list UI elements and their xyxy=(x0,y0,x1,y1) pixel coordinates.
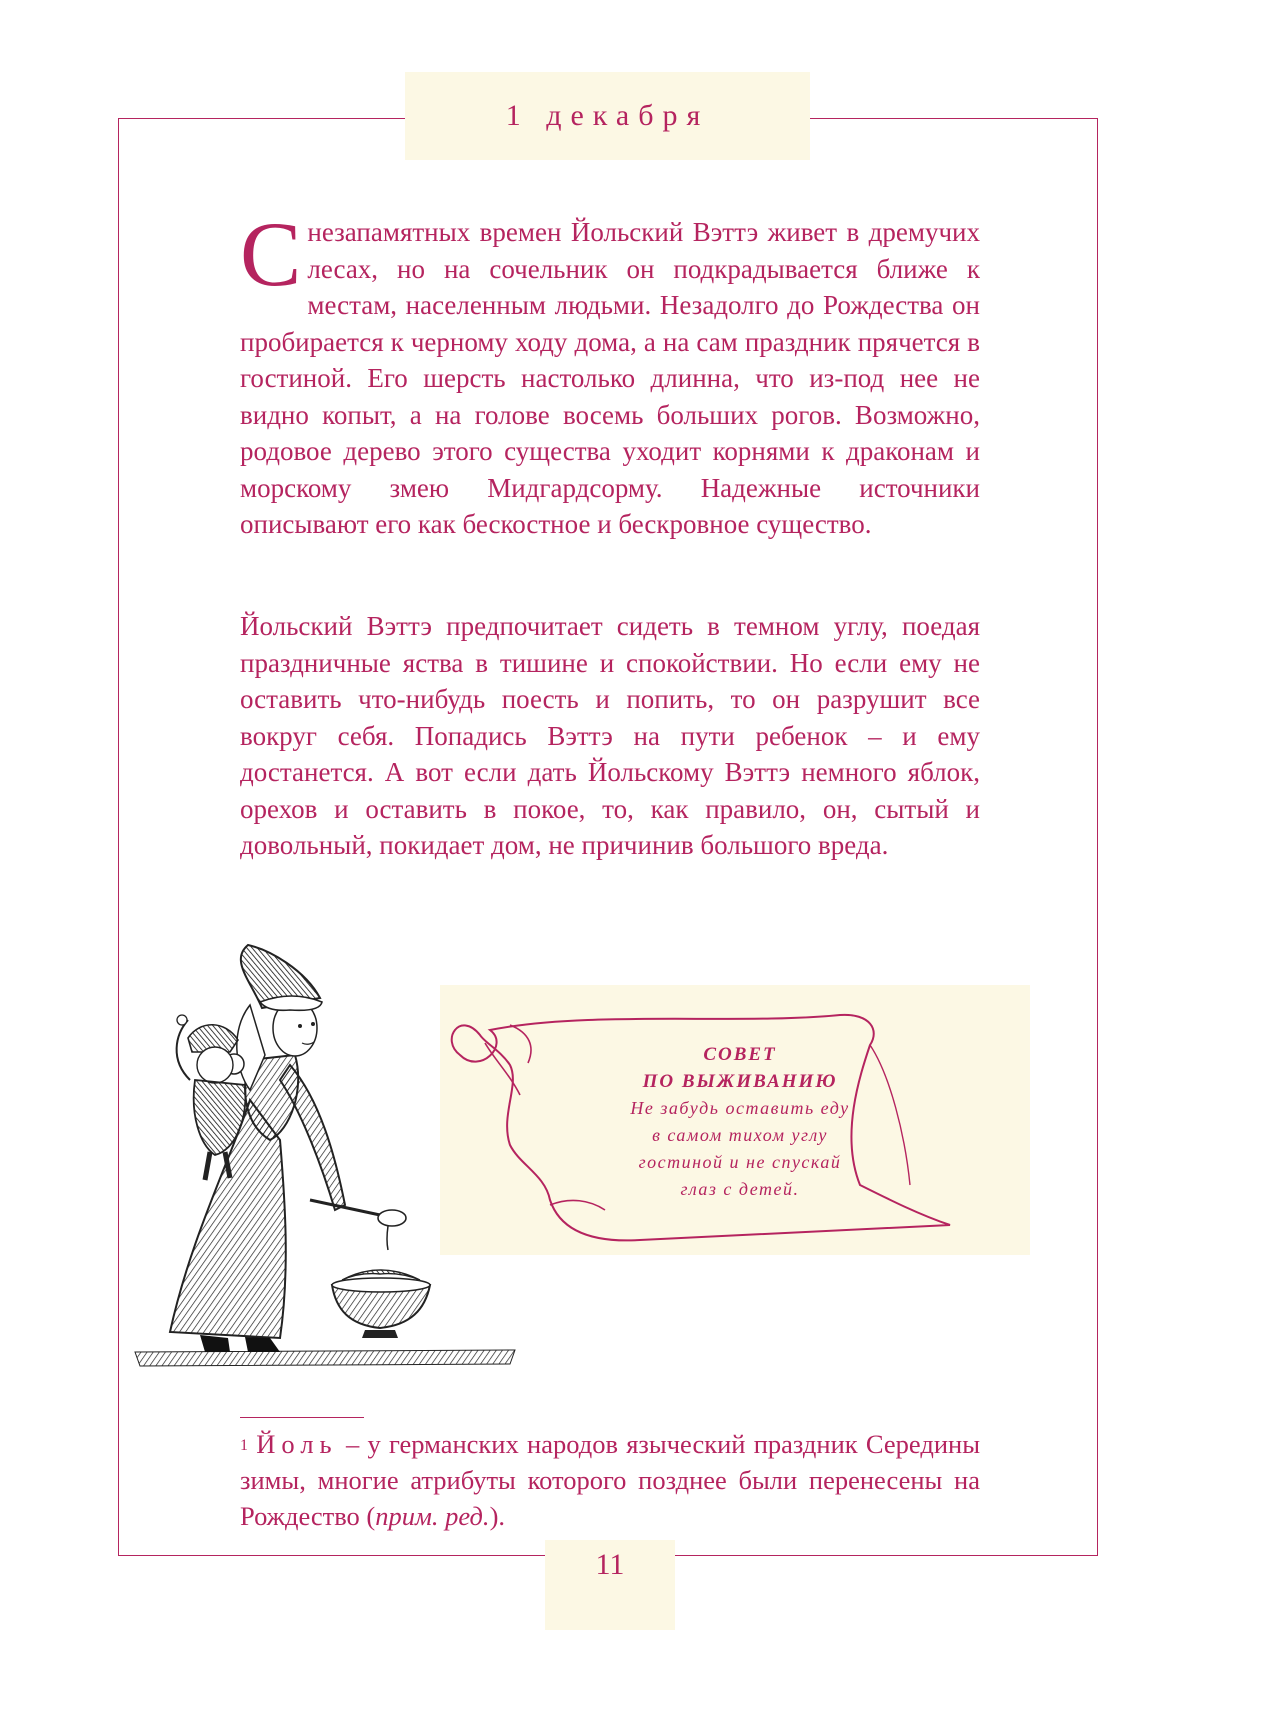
page-number-box xyxy=(545,1540,675,1630)
tip-line-1: Не забудь оставить еду xyxy=(630,1098,850,1118)
paragraph-1-text: незапамятных времен Йольский Вэттэ живет в дремучих лесах, но на сочельник он подкрадывается ближе к местам, населенным людьми. Незадолго до Рождества он пробирается к черному ходу дома, а на сам праздник прячется в гостиной. Его шерсть настолько длинна, что из-под нее не видно копыт, а на голове восемь больших рогов. Возможно, родовое дерево этого существа уходит корнями к драконам и морскому змею Мидгардсорму. Надежные источники описывают его как бескостное и бескровное существо. xyxy=(240,217,980,539)
footnote-rule xyxy=(240,1417,364,1418)
chapter-date: 1 декабря xyxy=(505,99,710,132)
drop-cap: С xyxy=(240,203,302,305)
survival-tip-panel xyxy=(440,985,1030,1255)
paragraph-1 xyxy=(240,203,980,543)
footnote-term: Йоль xyxy=(256,1429,338,1459)
tip-line-4: глаз с детей. xyxy=(680,1179,800,1199)
paragraph-2: Йольский Вэттэ предпочитает сидеть в темном углу, поедая праздничные яства в тишине и спокойствии. Но если ему не оставить что-нибудь поесть и попить, то он разрушит все вокруг себя. Попадись Вэттэ на пути ребенок – и ему достанется. А вот если дать Йольскому Вэттэ немного яблок, орехов и оставить в покое, то, как правило, он, сытый и довольный, покидает дом, не причинив большого вреда. xyxy=(240,611,980,860)
tip-line-2: в самом тихом углу xyxy=(652,1125,828,1145)
tip-line-3: гостиной и не спускай xyxy=(638,1152,842,1172)
footnote-end: ). xyxy=(489,1501,506,1531)
footnote xyxy=(240,1426,980,1534)
survival-tip xyxy=(570,1041,910,1203)
footnote-text: – у германских народов языческий праздник Середины зимы, многие атрибуты которого позднее были перенесены на Рождество ( xyxy=(240,1429,980,1531)
tip-title-1: СОВЕТ xyxy=(703,1044,777,1065)
header-box xyxy=(405,72,810,160)
page-number: 11 xyxy=(595,1548,625,1581)
footnote-mark: 1 xyxy=(240,1437,248,1454)
footnote-editor-note: прим. ред. xyxy=(375,1501,490,1531)
tip-title-2: ПО ВЫЖИВАНИЮ xyxy=(642,1071,838,1092)
